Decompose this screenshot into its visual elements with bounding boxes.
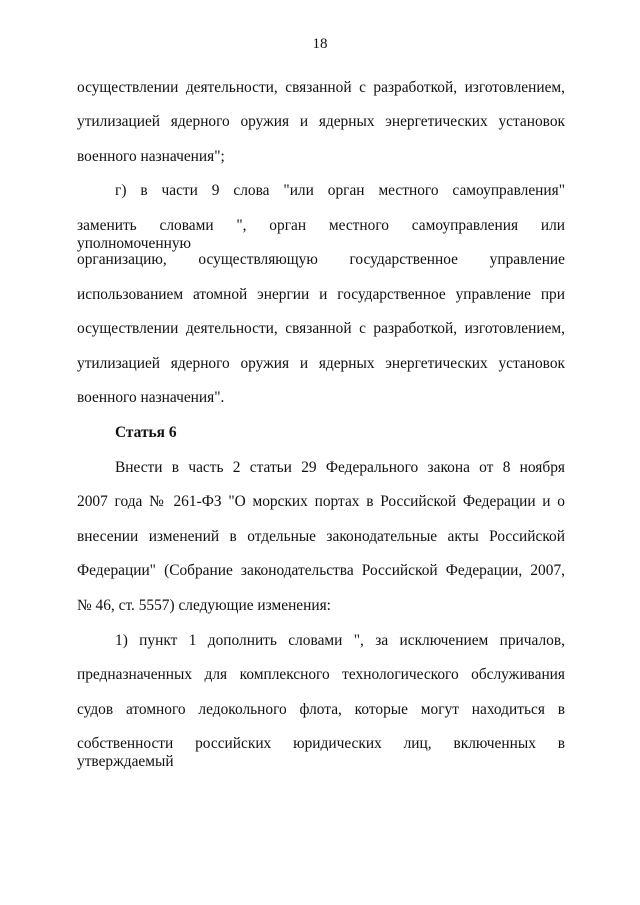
text-line: 1) пункт 1 дополнить словами ", за исключением причалов,	[115, 632, 565, 649]
text-line: использованием атомной энергии и государственное управление при	[77, 286, 565, 303]
text-line: 2007 года № 261-ФЗ "О морских портах в Российской Федерации и о	[77, 493, 565, 510]
text-line: судов атомного ледокольного флота, которые могут находиться в	[77, 701, 565, 718]
text-line: № 46, ст. 5557) следующие изменения:	[77, 597, 331, 614]
text-line: осуществлении деятельности, связанной с разработкой, изготовлением,	[77, 79, 565, 96]
text-line: утилизацией ядерного оружия и ядерных энергетических установок	[77, 113, 565, 130]
text-line: г) в части 9 слова "или орган местного самоуправления"	[115, 182, 565, 199]
text-line: утилизацией ядерного оружия и ядерных энергетических установок	[77, 355, 565, 372]
text-line: предназначенных для комплексного технологического обслуживания	[77, 666, 565, 683]
article-heading: Статья 6	[115, 424, 177, 441]
text-line: организацию, осуществляющую государственное управление	[77, 251, 565, 268]
text-line: военного назначения";	[77, 148, 225, 165]
text-line: заменить словами ", орган местного самоуправления или уполномоченную	[77, 217, 565, 252]
text-line: внесении изменений в отдельные законодательные акты Российской	[77, 528, 565, 545]
text-line: осуществлении деятельности, связанной с разработкой, изготовлением,	[77, 320, 565, 337]
text-line: собственности российских юридических лиц, включенных в утверждаемый	[77, 735, 565, 770]
page-number: 18	[312, 36, 328, 52]
text-line: военного назначения".	[77, 389, 225, 406]
text-line: Федерации" (Собрание законодательства Российской Федерации, 2007,	[77, 562, 565, 579]
text-line: Внести в часть 2 статьи 29 Федерального закона от 8 ноября	[115, 459, 565, 476]
